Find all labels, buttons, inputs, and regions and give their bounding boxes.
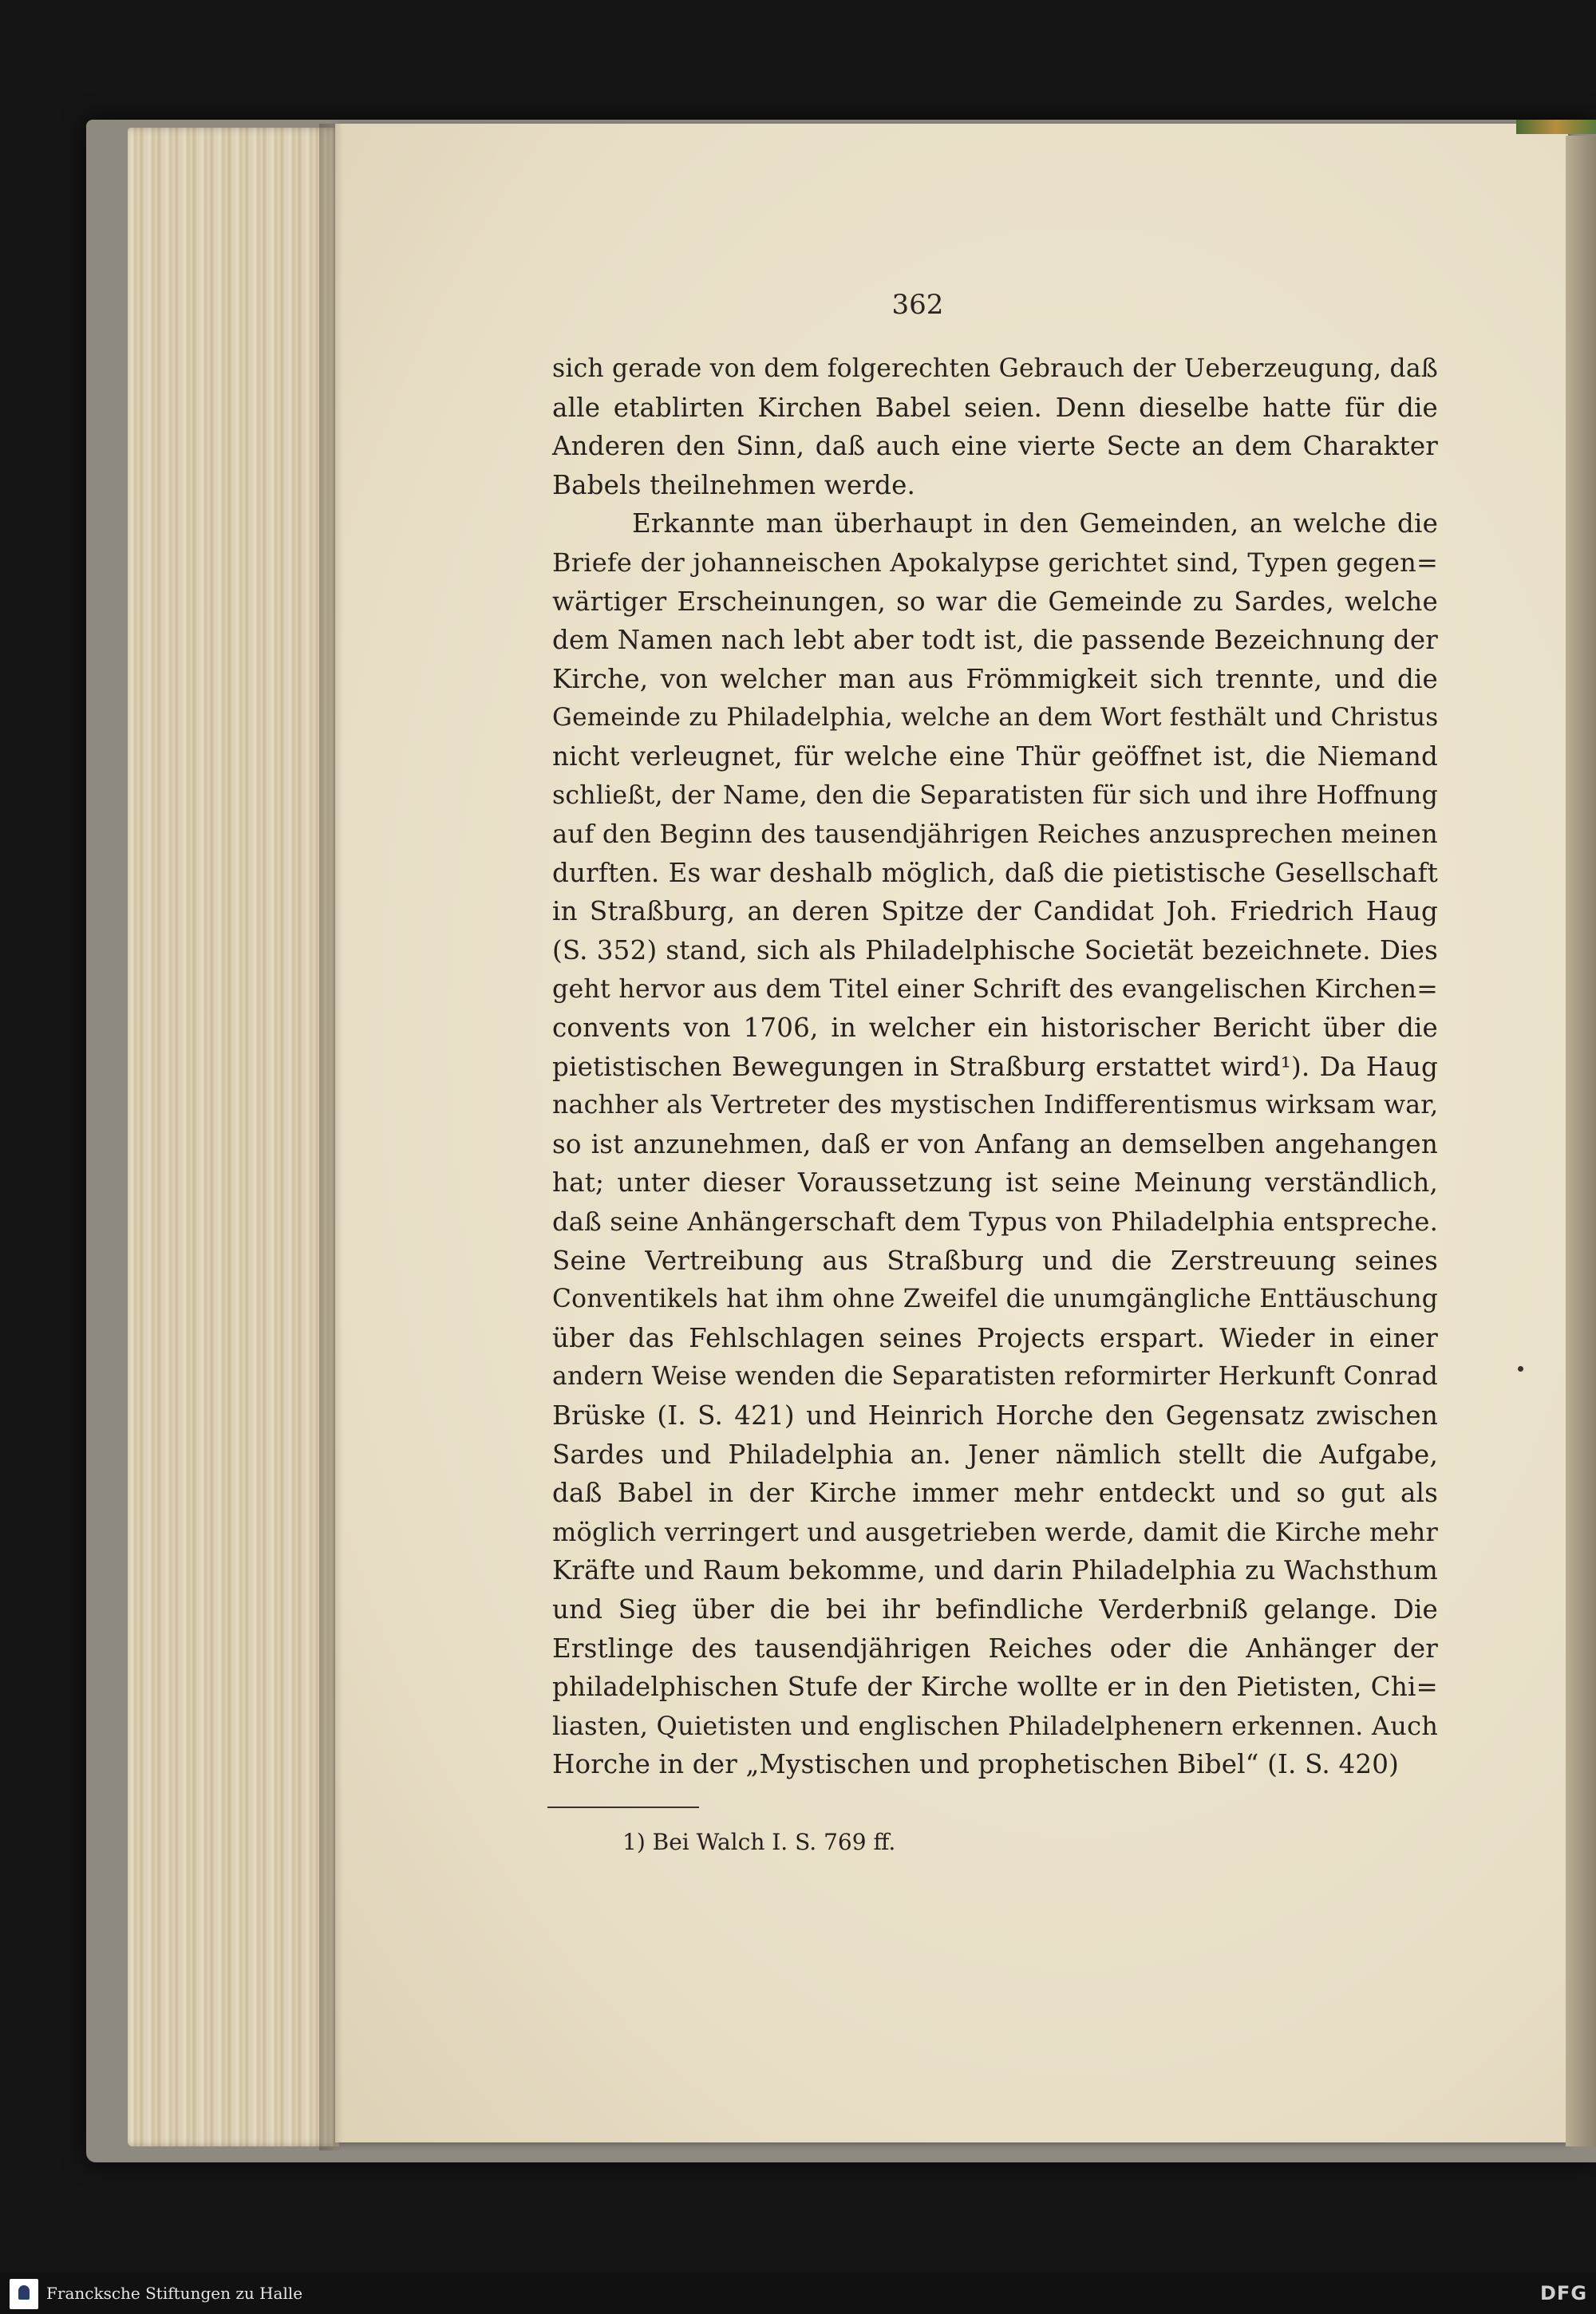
text-line: so ist anzunehmen, daß er von Anfang an demselben angehangen (552, 1128, 1438, 1159)
text-line: möglich verringert und ausgetrieben werde, damit die Kirche mehr (552, 1516, 1438, 1547)
text-line: Erstlinge des tausendjährigen Reiches oder die Anhänger der (552, 1633, 1438, 1664)
text-line: Erkannte man überhaupt in den Gemeinden, an welche die (632, 508, 1438, 539)
text-line: hat; unter dieser Voraussetzung ist seine Meinung verständlich, (552, 1167, 1438, 1198)
gutter-shadow (319, 124, 343, 2150)
institution-logo-icon (10, 2279, 38, 2309)
text-line: schließt, der Name, den die Separatisten für sich und ihre Hoffnung (552, 780, 1438, 810)
text-line: Seine Vertreibung aus Straßburg und die Zerstreuung seines (552, 1245, 1438, 1276)
text-line: convents von 1706, in welcher ein historischer Bericht über die (552, 1013, 1438, 1044)
bookmark-ribbon (1516, 120, 1596, 134)
margin-mark (1518, 1366, 1523, 1372)
text-line: Sardes und Philadelphia an. Jener nämlich stellt die Aufgabe, (552, 1439, 1438, 1470)
text-line: geht hervor aus dem Titel einer Schrift des evangelischen Kirchen= (552, 974, 1438, 1004)
text-line: Gemeinde zu Philadelphia, welche an dem Wort festhält und Christus (552, 703, 1439, 733)
text-line: andern Weise wenden die Separatisten reformirter Herkunft Conrad (552, 1362, 1439, 1392)
text-line: Kirche, von welcher man aus Frömmigkeit sich trennte, und die (552, 663, 1438, 694)
text-line: Kräfte und Raum bekomme, und darin Philadelphia zu Wachsthum (552, 1555, 1438, 1586)
text-line: alle etablirten Kirchen Babel seien. Denn dieselbe hatte für die (552, 392, 1438, 423)
page-number: 362 (891, 289, 944, 321)
text-line: auf den Beginn des tausendjährigen Reiches anzusprechen meinen (552, 819, 1438, 850)
text-line: (S. 352) stand, sich als Philadelphische Societät bezeichnete. Dies (552, 934, 1438, 965)
text-line: Conventikels hat ihm ohne Zweifel die unumgängliche Enttäuschung (552, 1285, 1438, 1314)
text-line: wärtiger Erscheinungen, so war die Gemeinde zu Sardes, welche (552, 586, 1438, 617)
dfg-logo: DFG (1540, 2282, 1588, 2304)
text-line: nicht verleugnet, für welche eine Thür geöffnet ist, die Niemand (552, 740, 1438, 772)
page-stack-edges (128, 128, 339, 2146)
text-line: philadelphischen Stufe der Kirche wollte er in den Pietisten, Chi= (552, 1672, 1438, 1703)
text-line: sich gerade von dem folgerechten Gebrauch der Ueberzeugung, daß (552, 354, 1438, 383)
text-line: und Sieg über die bei ihr befindliche Verderbniß gelange. Die (552, 1594, 1438, 1625)
footnote: 1) Bei Walch I. S. 769 ff. (622, 1829, 896, 1855)
text-line: daß seine Anhängerschaft dem Typus von Philadelphia entspreche. (552, 1206, 1438, 1238)
text-line: Babels theilnehmen werde. (552, 469, 916, 500)
facing-page-edge (1566, 136, 1596, 2146)
institution-name: Francksche Stiftungen zu Halle (46, 2284, 303, 2303)
text-line: daß Babel in der Kirche immer mehr entdeckt und so gut als (552, 1478, 1438, 1509)
text-line: dem Namen nach lebt aber todt ist, die passende Bezeichnung der (552, 625, 1438, 656)
text-line: über das Fehlschlagen seines Projects erspart. Wieder in einer (552, 1322, 1438, 1353)
text-line: liasten, Quietisten und englischen Philadelphenern erkennen. Auch (552, 1710, 1438, 1741)
text-line: Anderen den Sinn, daß auch eine vierte Secte an dem Charakter (552, 431, 1438, 462)
text-line: pietistischen Bewegungen in Straßburg erstattet wird¹). Da Haug (552, 1051, 1438, 1082)
body-text (552, 349, 1438, 1784)
text-line: durften. Es war deshalb möglich, daß die pietistische Gesellschaft (552, 857, 1438, 888)
text-line: Horche in der „Mystischen und prophetischen Bibel“ (I. S. 420) (552, 1749, 1399, 1780)
footnote-divider (547, 1807, 699, 1808)
text-line: Briefe der johanneischen Apokalypse gerichtet sind, Typen gegen= (552, 547, 1438, 578)
text-line: in Straßburg, an deren Spitze der Candidat Joh. Friedrich Haug (552, 896, 1438, 927)
text-line: Brüske (I. S. 421) und Heinrich Horche den Gegensatz zwischen (552, 1400, 1438, 1431)
text-line: nachher als Vertreter des mystischen Indifferentismus wirksam war, (552, 1091, 1439, 1120)
